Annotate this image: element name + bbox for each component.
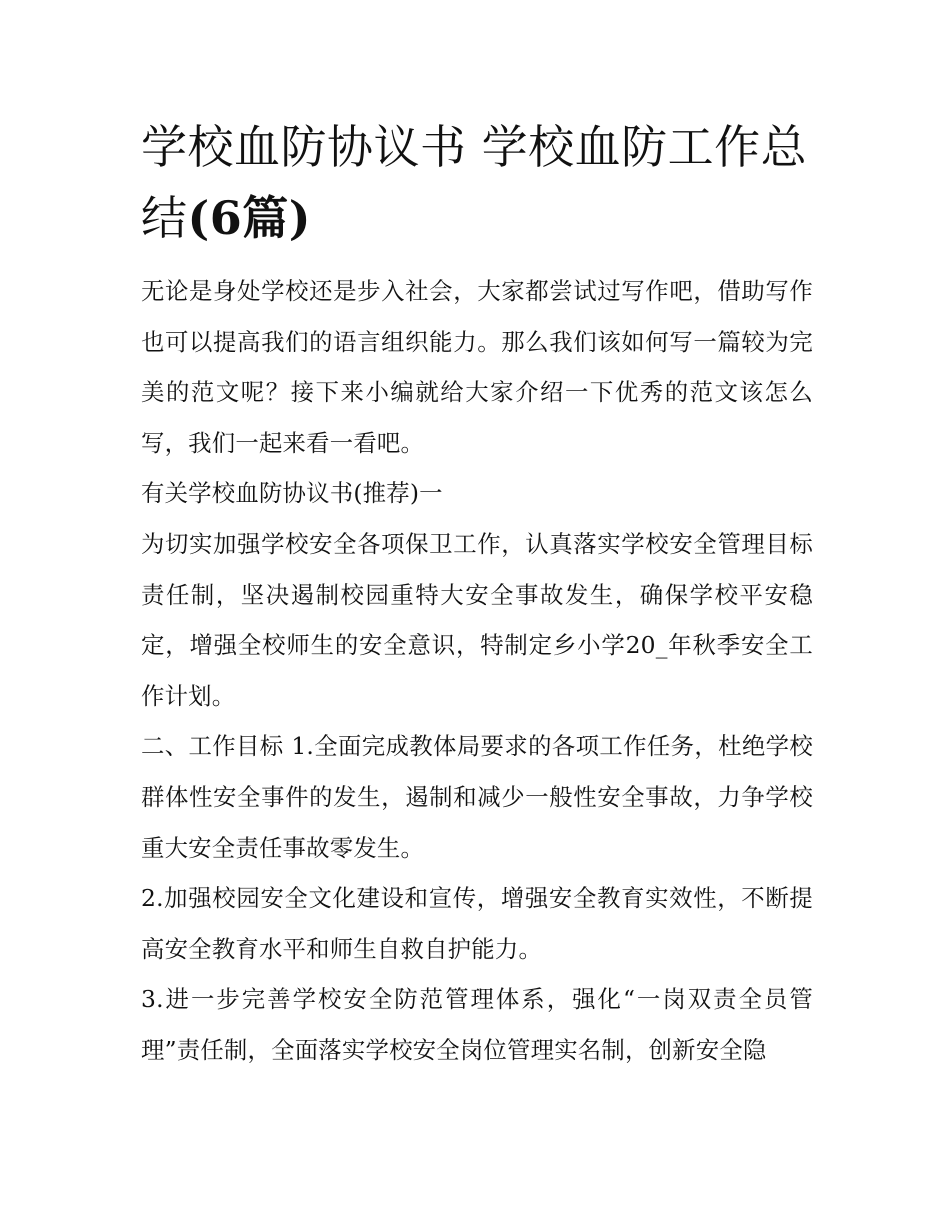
document-body [141, 266, 813, 1076]
paragraph-purpose: 为切实加强学校安全各项保卫工作，认真落实学校安全管理目标责任制，坚决遏制校园重特大安全事故发生，确保学校平安稳定，增强全校师生的安全意识，特制定乡小学20_年秋季安全工作计划。 [141, 529, 813, 710]
paragraph-goal-3: 3.进一步完善学校安全防范管理体系，强化“一岗双责全员管理”责任制，全面落实学校安全岗位管理实名制，创新安全隐 [141, 985, 813, 1064]
paragraph-goal-2: 2.加强校园安全文化建设和宣传，增强安全教育实效性，不断提高安全教育水平和师生自救自护能力。 [141, 884, 813, 963]
document-page [141, 112, 813, 1076]
paragraph-section-heading: 有关学校血防协议书(推荐)一 [141, 479, 443, 508]
paragraph-goal-1: 二、工作目标 1.全面完成教体局要求的各项工作任务，杜绝学校群体性安全事件的发生，遏制和减少一般性安全事故，力争学校重大安全责任事故零发生。 [141, 732, 813, 862]
title-count: (6篇) [187, 191, 312, 245]
paragraph-intro: 无论是身处学校还是步入社会，大家都尝试过写作吧，借助写作也可以提高我们的语言组织能力。那么我们该如何写一篇较为完美的范文呢？接下来小编就给大家介绍一下优秀的范文该怎么写，我们一起来看一看吧。 [141, 277, 813, 457]
document-title: 学校血防协议书 学校血防工作总结(6篇) [141, 120, 808, 245]
